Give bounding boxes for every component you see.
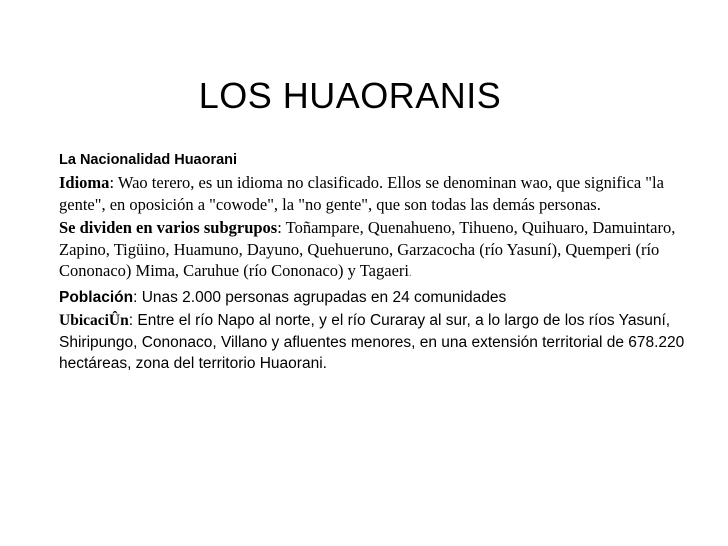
idioma-label: Idioma	[59, 173, 110, 192]
poblacion-label: Población	[59, 288, 134, 306]
poblacion-text: : Unas 2.000 personas agrupadas en 24 comunidades	[133, 288, 507, 306]
idioma-text: : Wao terero, es un idioma no clasificado. Ellos se denominan wao, que significa "la gente", en oposición a "cowode", la "no gente", que son todas las demás personas.	[59, 173, 664, 214]
ubicacion-label: UbicaciÛn	[59, 312, 129, 329]
subgrupos-label: Se dividen en varios subgrupos	[59, 218, 278, 237]
section-heading: La Nacionalidad Huaorani	[59, 152, 238, 168]
ubicacion-text: : Entre el río Napo al norte, y el río Curaray al sur, a lo largo de los ríos Yasuní, Shiripungo, Cononaco, Villano y afluentes menores, en una extensión territorial de 678.220 hectáreas, zona del territorio Huaorani.	[59, 312, 685, 372]
ubicacion-paragraph	[59, 310, 699, 375]
subgrupos-paragraph	[59, 217, 699, 285]
poblacion-paragraph	[59, 287, 699, 309]
slide-title: LOS HUAORANIS	[198, 75, 502, 116]
subgrupos-end-mark: .	[408, 267, 412, 279]
idioma-paragraph	[59, 172, 699, 215]
subgrupos-text: : Toñampare, Quenahueno, Tihueno, Quihuaro, Damuintaro, Zapino, Tigüino, Huamuno, Dayuno, Quehueruno, Garzacocha (río Yasuní), Quemperi (río Cononaco) Mima, Caruhue (río Cononaco) y Tagaeri	[59, 218, 676, 280]
slide-body	[59, 150, 699, 377]
